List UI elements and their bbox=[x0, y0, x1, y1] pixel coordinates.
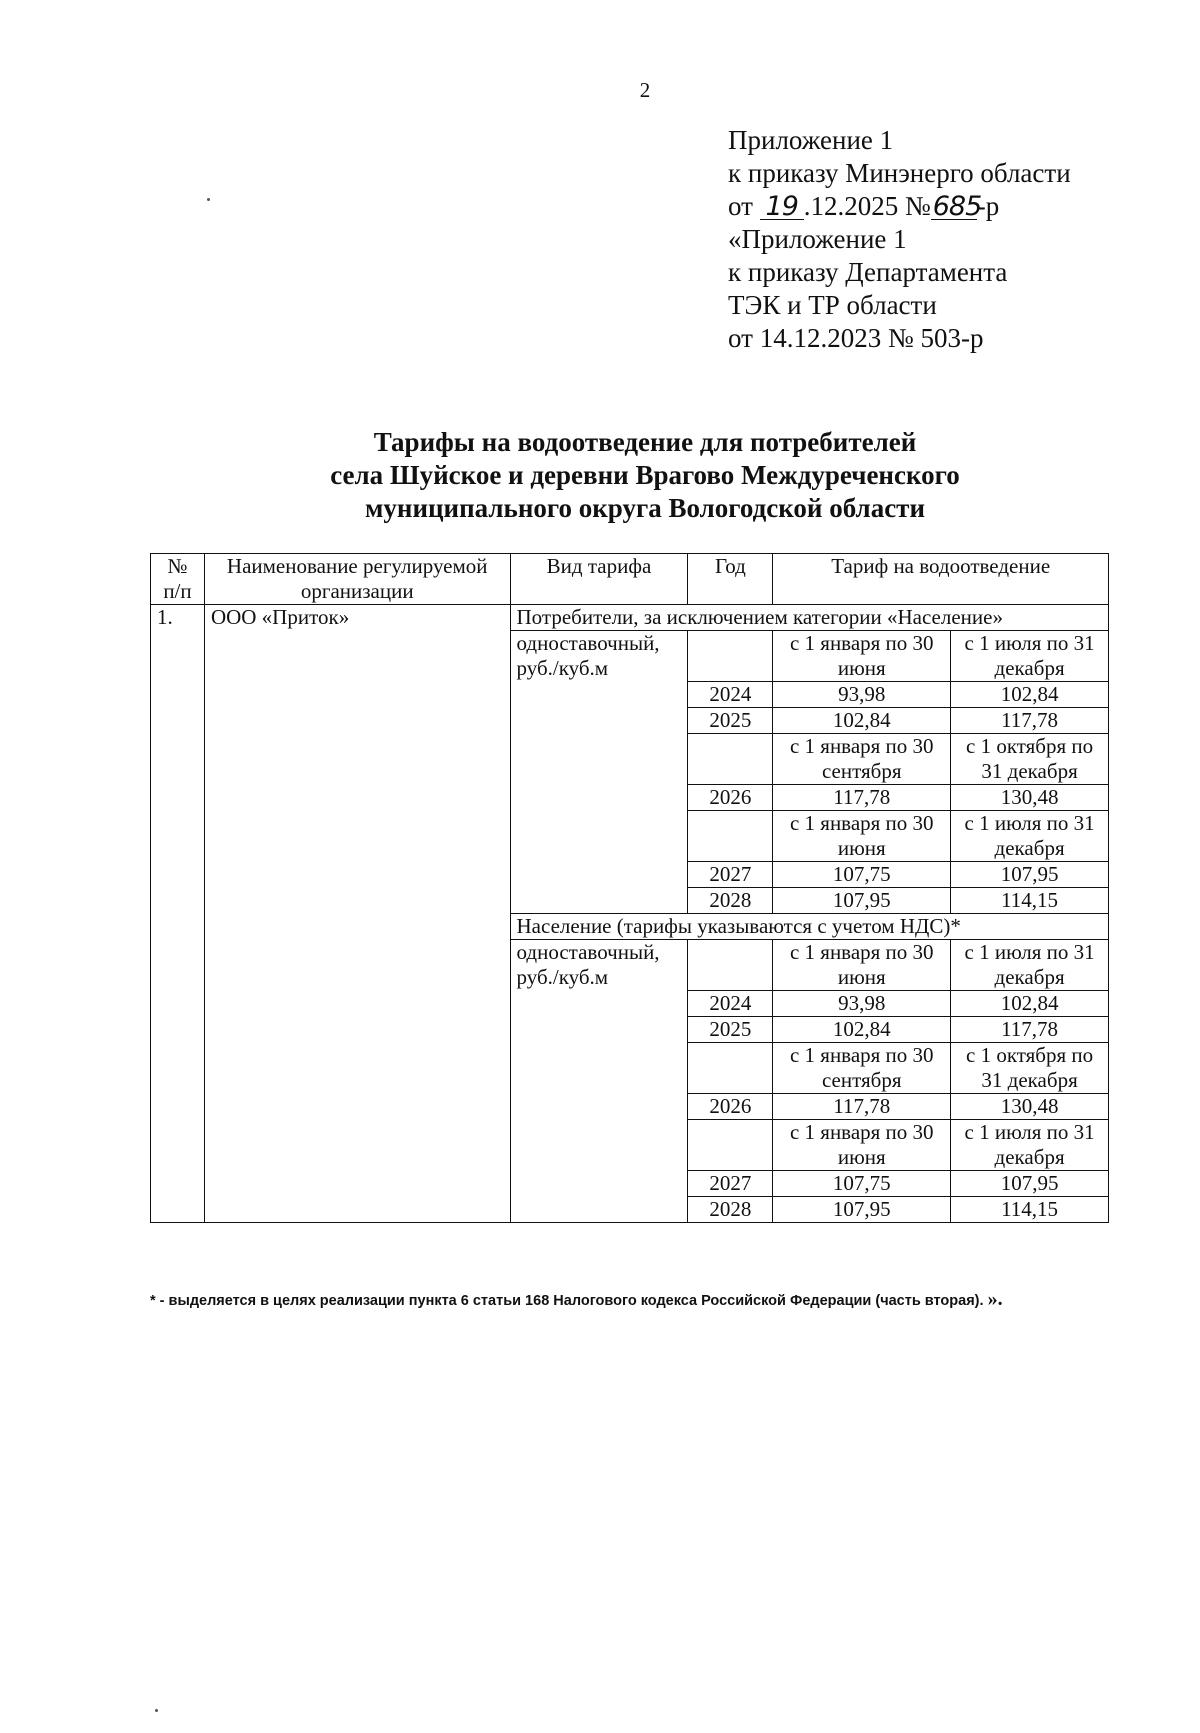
year-cell bbox=[688, 734, 773, 785]
tariff-period-1-cell: с 1 января по 30 июня bbox=[773, 940, 951, 991]
tariff-period-2-cell: 114,15 bbox=[951, 1197, 1109, 1223]
appendix-line-7: от 14.12.2023 № 503-р bbox=[728, 323, 984, 353]
page-number: 2 bbox=[639, 78, 651, 102]
scan-speck bbox=[155, 1709, 158, 1712]
year-cell: 2028 bbox=[688, 888, 773, 914]
year-cell: 2025 bbox=[688, 1017, 773, 1043]
consumer-category: Потребители, за исключением категории «Население» bbox=[510, 605, 1108, 631]
appendix-order-suffix: -р bbox=[976, 191, 1000, 221]
appendix-line-6: ТЭК и ТР области bbox=[728, 290, 937, 320]
tariff-type: одноставочный, руб./куб.м bbox=[510, 631, 688, 914]
tariff-period-2-cell: 107,95 bbox=[951, 862, 1109, 888]
handwritten-order-number: 685 bbox=[932, 191, 982, 222]
header-num: № п/п bbox=[151, 554, 205, 605]
table-header-row bbox=[151, 554, 1109, 605]
year-cell: 2028 bbox=[688, 1197, 773, 1223]
tariff-period-2-cell: 130,48 bbox=[951, 785, 1109, 811]
tariff-period-1-cell: 102,84 bbox=[773, 1017, 951, 1043]
appendix-line-5: к приказу Департамента bbox=[728, 257, 1008, 287]
tariff-period-2-cell: 114,15 bbox=[951, 888, 1109, 914]
consumer-category: Население (тарифы указываются с учетом НДС)* bbox=[510, 914, 1108, 940]
tariff-period-1-cell: 107,95 bbox=[773, 1197, 951, 1223]
tariff-period-1-cell: с 1 января по 30 июня bbox=[773, 811, 951, 862]
tariff-period-1-cell: 93,98 bbox=[773, 682, 951, 708]
header-tariff: Тариф на водоотведение bbox=[773, 554, 1109, 605]
tariff-period-1-cell: с 1 января по 30 июня bbox=[773, 1120, 951, 1171]
tariff-period-2-cell: 130,48 bbox=[951, 1094, 1109, 1120]
footnote bbox=[150, 1288, 1110, 1311]
row-number: 1. bbox=[151, 605, 205, 1223]
title-line-1: Тарифы на водоотведение для потребителей bbox=[373, 427, 917, 457]
year-cell: 2024 bbox=[688, 682, 773, 708]
organization-name: ООО «Приток» bbox=[204, 605, 510, 1223]
header-year: Год bbox=[688, 554, 773, 605]
tariff-period-1-cell: 93,98 bbox=[773, 991, 951, 1017]
footnote-text: * - выделяется в целях реализации пункта 6 статьи 168 Налогового кодекса Российской Федерации (часть вторая). bbox=[150, 1293, 984, 1309]
tariff-period-1-cell: 102,84 bbox=[773, 708, 951, 734]
tariff-period-1-cell: 117,78 bbox=[773, 785, 951, 811]
appendix-line-4: «Приложение 1 bbox=[728, 224, 907, 254]
tariff-period-2-cell: с 1 октября по 31 декабря bbox=[951, 734, 1109, 785]
tariff-period-2-cell: с 1 июля по 31 декабря bbox=[951, 1120, 1109, 1171]
tariff-period-2-cell: 117,78 bbox=[951, 708, 1109, 734]
tariff-period-2-cell: 117,78 bbox=[951, 1017, 1109, 1043]
year-cell: 2024 bbox=[688, 991, 773, 1017]
appendix-date-prefix: от bbox=[728, 191, 753, 221]
document-title bbox=[200, 426, 1090, 525]
tariff-period-2-cell: с 1 июля по 31 декабря bbox=[951, 811, 1109, 862]
tariff-period-1-cell: с 1 января по 30 июня bbox=[773, 631, 951, 682]
year-cell bbox=[688, 1043, 773, 1094]
tariff-type: одноставочный, руб./куб.м bbox=[510, 940, 688, 1223]
footnote-closing-quote: ». bbox=[987, 1288, 1003, 1310]
header-type: Вид тарифа bbox=[510, 554, 688, 605]
appendix-line-3 bbox=[728, 190, 1071, 223]
title-line-3: муниципального округа Вологодской области bbox=[365, 493, 925, 523]
year-cell: 2026 bbox=[688, 785, 773, 811]
tariff-period-1-cell: с 1 января по 30 сентября bbox=[773, 1043, 951, 1094]
year-cell: 2026 bbox=[688, 1094, 773, 1120]
year-cell: 2027 bbox=[688, 862, 773, 888]
year-cell bbox=[688, 1120, 773, 1171]
title-line-2: села Шуйское и деревни Врагово Междуреченского bbox=[330, 460, 960, 490]
tariff-table-body bbox=[151, 554, 1109, 1223]
header-org: Наименование регулируемой организации bbox=[204, 554, 510, 605]
tariff-period-1-cell: 107,95 bbox=[773, 888, 951, 914]
tariff-table bbox=[150, 553, 1109, 1223]
tariff-period-2-cell: 102,84 bbox=[951, 991, 1109, 1017]
appendix-date-mid: .12.2025 № bbox=[803, 191, 931, 221]
tariff-period-2-cell: с 1 октября по 31 декабря bbox=[951, 1043, 1109, 1094]
handwritten-day: 19 bbox=[760, 195, 804, 220]
tariff-period-1-cell: 107,75 bbox=[773, 862, 951, 888]
tariff-period-2-cell: 107,95 bbox=[951, 1171, 1109, 1197]
scan-speck bbox=[207, 198, 210, 201]
appendix-block bbox=[728, 124, 1071, 355]
year-cell bbox=[688, 811, 773, 862]
year-cell: 2025 bbox=[688, 708, 773, 734]
year-cell: 2027 bbox=[688, 1171, 773, 1197]
appendix-line-1: Приложение 1 bbox=[728, 125, 894, 155]
appendix-line-2: к приказу Минэнерго области bbox=[728, 158, 1071, 188]
year-cell bbox=[688, 940, 773, 991]
tariff-period-1-cell: 107,75 bbox=[773, 1171, 951, 1197]
section-title-row bbox=[151, 605, 1109, 631]
tariff-period-2-cell: с 1 июля по 31 декабря bbox=[951, 940, 1109, 991]
tariff-period-1-cell: 117,78 bbox=[773, 1094, 951, 1120]
tariff-period-2-cell: с 1 июля по 31 декабря bbox=[951, 631, 1109, 682]
year-cell bbox=[688, 631, 773, 682]
tariff-period-2-cell: 102,84 bbox=[951, 682, 1109, 708]
tariff-period-1-cell: с 1 января по 30 сентября bbox=[773, 734, 951, 785]
